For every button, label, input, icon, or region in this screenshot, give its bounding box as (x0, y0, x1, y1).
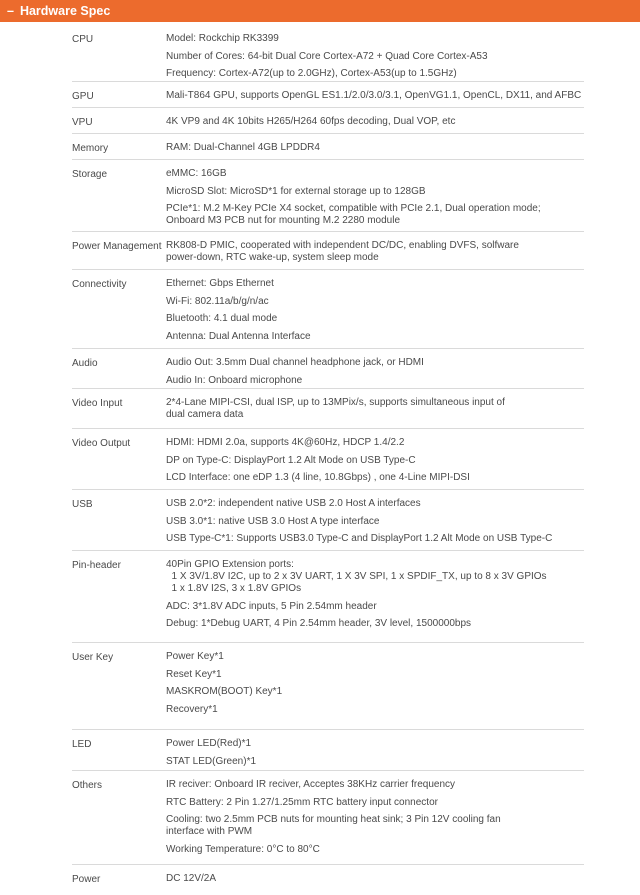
spec-value-text: dual camera data (166, 409, 244, 420)
spec-value (166, 651, 584, 663)
spec-row (72, 232, 584, 270)
spec-value (166, 601, 584, 613)
spec-value (166, 873, 584, 885)
spec-value (166, 618, 584, 630)
spec-value (166, 686, 584, 698)
spec-values (166, 559, 584, 642)
spec-value (166, 756, 584, 768)
spec-label: GPU (72, 91, 94, 102)
spec-label: Pin-header (72, 560, 121, 571)
spec-values (166, 357, 584, 388)
spec-row (72, 865, 584, 895)
spec-value (166, 186, 584, 198)
spec-value-text: 1 X 3V/1.8V I2C, up to 2 x 3V UART, 1 X 3V SPI, 1 x SPDIF_TX, up to 8 x 3V GPIOs (166, 571, 547, 582)
spec-value-text: Cooling: two 2.5mm PCB nuts for mounting heat sink; 3 Pin 12V cooling fan (166, 814, 501, 825)
spec-values (166, 90, 584, 107)
spec-value (166, 142, 584, 154)
spec-value (166, 738, 584, 750)
section-header (0, 0, 640, 22)
spec-value-text: LCD Interface: one eDP 1.3 (4 line, 10.8Gbps) , one 4-Line MIPI-DSI (166, 472, 470, 483)
spec-value (166, 203, 584, 227)
spec-values (166, 240, 584, 269)
spec-row (72, 429, 584, 490)
spec-values (166, 397, 584, 428)
spec-table (72, 25, 584, 895)
spec-value (166, 90, 584, 102)
spec-value-text: USB 3.0*1: native USB 3.0 Host A type interface (166, 515, 380, 527)
spec-value (166, 472, 584, 484)
spec-label: Storage (72, 169, 108, 180)
spec-value-text: Frequency: Cortex-A72(up to 2.0GHz), Cortex-A53(up to 1.5GHz) (166, 68, 457, 79)
section-title: Hardware Spec (19, 4, 111, 18)
spec-value-text: IR reciver: Onboard IR reciver, Acceptes 38KHz carrier frequency (166, 779, 456, 790)
spec-value-text: Model: Rockchip RK3399 (166, 33, 279, 44)
spec-value (166, 116, 584, 128)
spec-value-text: USB 2.0*2: independent native USB 2.0 Host A interfaces (166, 498, 421, 509)
spec-values (166, 873, 584, 895)
spec-value-text: interface with PWM (166, 826, 253, 837)
spec-label: Connectivity (72, 279, 127, 290)
spec-value (166, 168, 584, 180)
spec-value-text: Recovery*1 (166, 703, 218, 715)
spec-value-text: USB Type-C*1: Supports USB3.0 Type-C and DisplayPort 1.2 Alt Mode on USB Type-C (166, 533, 553, 544)
spec-value-text: Bluetooth: 4.1 dual mode (166, 313, 278, 324)
spec-value-text: 40Pin GPIO Extension ports: (166, 559, 294, 570)
spec-value (166, 397, 584, 421)
spec-values (166, 437, 584, 489)
spec-value-text: RTC Battery: 2 Pin 1.27/1.25mm RTC battery input connector (166, 796, 438, 808)
spec-value (166, 33, 584, 45)
spec-values (166, 168, 584, 231)
spec-value (166, 331, 584, 343)
spec-value (166, 533, 584, 545)
spec-value (166, 68, 584, 80)
spec-value (166, 375, 584, 387)
spec-row (72, 643, 584, 730)
spec-value-text: 2*4-Lane MIPI-CSI, dual ISP, up to 13MPix/s, supports simultaneous input of (166, 397, 505, 408)
spec-value-text: DP on Type-C: DisplayPort 1.2 Alt Mode on USB Type-C (166, 454, 416, 466)
spec-value (166, 296, 584, 308)
spec-value-text: DC 12V/2A (166, 873, 217, 884)
spec-value-text: PCIe*1: M.2 M-Key PCIe X4 socket, compatible with PCIe 2.1, Dual operation mode; (166, 203, 541, 214)
spec-values (166, 33, 584, 81)
spec-row (72, 771, 584, 865)
spec-row (72, 82, 584, 108)
collapse-dash-icon: – (7, 4, 14, 18)
spec-value-text: RAM: Dual-Channel 4GB LPDDR4 (166, 142, 320, 153)
spec-row (72, 134, 584, 160)
spec-row (72, 349, 584, 389)
spec-values (166, 651, 584, 729)
spec-row (72, 389, 584, 429)
spec-values (166, 738, 584, 770)
spec-value-text: Number of Cores: 64-bit Dual Core Cortex-A72 + Quad Core Cortex-A53 (166, 50, 488, 62)
spec-value-text: power-down, RTC wake-up, system sleep mode (166, 252, 379, 263)
spec-label: Video Input (72, 398, 123, 409)
spec-values (166, 116, 584, 133)
spec-value-text: Debug: 1*Debug UART, 4 Pin 2.54mm header, 3V level, 1500000bps (166, 618, 472, 629)
spec-row (72, 25, 584, 82)
spec-value (166, 669, 584, 681)
spec-value (166, 516, 584, 528)
spec-value (166, 844, 584, 856)
spec-values (166, 278, 584, 348)
spec-value (166, 313, 584, 325)
spec-value-text: MicroSD Slot: MicroSD*1 for external storage up to 128GB (166, 185, 426, 197)
spec-label: Others (72, 780, 103, 791)
spec-value (166, 704, 584, 716)
spec-value-text: 1 x 1.8V I2S, 3 x 1.8V GPIOs (166, 583, 302, 594)
spec-value (166, 437, 584, 449)
spec-row (72, 551, 584, 643)
spec-row (72, 108, 584, 134)
spec-value-text: eMMC: 16GB (166, 168, 227, 179)
spec-value (166, 814, 584, 838)
spec-value (166, 278, 584, 290)
spec-label: LED (72, 739, 92, 750)
spec-label: VPU (72, 117, 93, 128)
spec-value (166, 797, 584, 809)
spec-label: Memory (72, 143, 109, 154)
spec-label: Power Management (72, 241, 162, 252)
spec-value-text: MASKROM(BOOT) Key*1 (166, 686, 283, 697)
spec-values (166, 498, 584, 550)
spec-value (166, 357, 584, 369)
spec-value (166, 559, 584, 595)
spec-value-text: Power Key*1 (166, 651, 224, 662)
spec-value-text: Reset Key*1 (166, 668, 222, 680)
spec-value-text: Working Temperature: 0°C to 80°C (166, 843, 320, 855)
spec-value (166, 498, 584, 510)
spec-value-text: HDMI: HDMI 2.0a, supports 4K@60Hz, HDCP 1.4/2.2 (166, 437, 405, 448)
spec-value-text: STAT LED(Green)*1 (166, 755, 257, 767)
spec-values (166, 779, 584, 864)
spec-label: User Key (72, 652, 114, 663)
spec-label: CPU (72, 34, 94, 45)
spec-value (166, 240, 584, 264)
spec-label: Video Output (72, 438, 131, 449)
spec-row (72, 730, 584, 771)
spec-value-text: ADC: 3*1.8V ADC inputs, 5 Pin 2.54mm header (166, 600, 377, 612)
spec-value-text: Power LED(Red)*1 (166, 738, 252, 749)
spec-value (166, 779, 584, 791)
spec-row (72, 160, 584, 232)
spec-value-text: 4K VP9 and 4K 10bits H265/H264 60fps decoding, Dual VOP, etc (166, 116, 456, 127)
spec-value-text: Onboard M3 PCB nut for mounting M.2 2280 module (166, 215, 401, 226)
spec-value-text: Audio In: Onboard microphone (166, 374, 303, 386)
spec-value (166, 455, 584, 467)
spec-value-text: Antenna: Dual Antenna Interface (166, 330, 311, 342)
spec-value-text: Wi-Fi: 802.11a/b/g/n/ac (166, 295, 269, 307)
spec-value (166, 51, 584, 63)
spec-value-text: RK808-D PMIC, cooperated with independent DC/DC, enabling DVFS, solfware (166, 240, 519, 251)
spec-value-text: Ethernet: Gbps Ethernet (166, 278, 274, 289)
spec-label: USB (72, 499, 93, 510)
spec-value-text: Audio Out: 3.5mm Dual channel headphone jack, or HDMI (166, 357, 424, 368)
spec-label: Power (72, 874, 101, 885)
spec-values (166, 142, 584, 159)
spec-row (72, 270, 584, 349)
spec-label: Audio (72, 358, 98, 369)
spec-row (72, 490, 584, 551)
spec-value-text: Mali-T864 GPU, supports OpenGL ES1.1/2.0/3.0/3.1, OpenVG1.1, OpenCL, DX11, and AFBC (166, 90, 582, 101)
